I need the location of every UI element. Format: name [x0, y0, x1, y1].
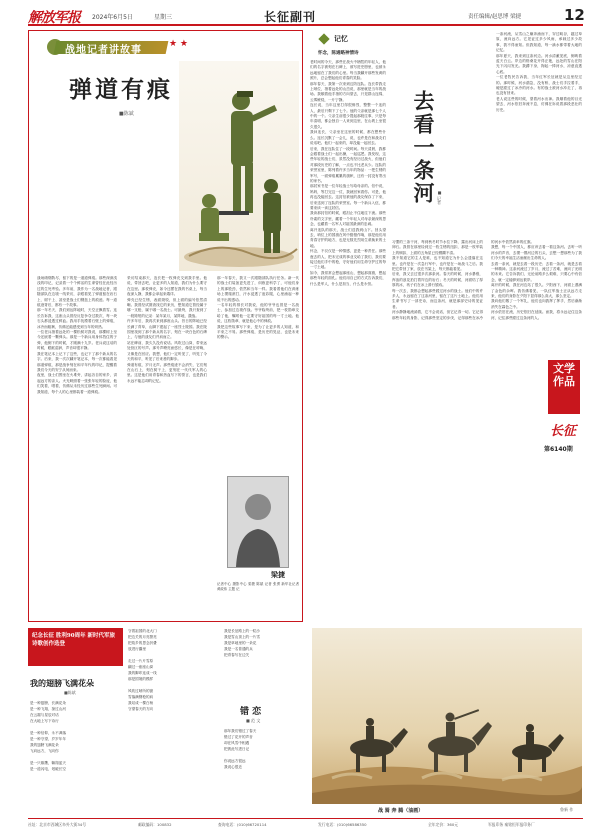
bottom-left-author: ■陈斌: [64, 690, 76, 695]
wenxue-label-text: 文学作品: [553, 362, 575, 388]
jizhe-subtitle: 怀念，陈通略神情诗: [318, 51, 359, 56]
newspaper-logo: 解放军报: [28, 10, 80, 26]
footer-phone-1: 查询电话：(010)66720114: [218, 822, 267, 827]
feature-illustration: [179, 61, 299, 271]
poem-author: ■ 记者: [437, 190, 442, 205]
poem-title: [406, 90, 436, 205]
portrait-name: 梁捷: [271, 570, 285, 579]
footer-address: 社址：北京市西城区阜外大街34号: [28, 822, 86, 827]
issue-weekday: 星期三: [154, 14, 173, 21]
bottom-left-poem: 是一种翅膀，长满花朵 是一种飞翔，掠过山河 在云端与星辰对话 在大地上写下诗行 是一种信仰，永不凋落 是一种守望，岁岁年年 我的翅膀飞满花朵 飞向远方，飞向你 是一只雄鹰，翱翔蓝天 是一道闪电，划破长空: [30, 701, 66, 771]
feature-title: 弹道有痕: [69, 76, 173, 103]
jizhe-body: 老时间的今天，那些在战火中牺牲的年轻人，他们的名字被刻在石碑上，被写进史册里，也被永远地留在了我们的心里。每当我翻开那些发黄的照片，总会想起他们青春的笑脸。 那年春天，我第一次来到边防连队。连长带我走上哨位，指着远处的山峦说，那里就是当年的战场。我顺着他手指的方向望去，只见群山连绵，云雾缭绕，一片宁静。 连长说，当年这里打得很惨烈，整整一个连的人，最后只剩下了七个。他的父亲就是那七个人中的一个。父亲生前很少提起那段往事，只是每年清明，都会独自一人来到这里，在山坡上坐很久很久。 我问连长，父亲坐在这里的时候，都在想些什么。连长沉默了一会儿，说，也许是在和战友们说话吧。他们一起来的，却没能一起回去。 后来，我在连队住了一段时间。每天清晨，我都会跟着战士们一起出操，一起巡逻。我发现，这些年轻的战士们，虽然没有经历过战火，但他们对那段历史的了解，一点也不比老兵少。连队的荣誉室里，陈列着许多当年的物品：一把生锈的军号，一面弹痕累累的旗帜，还有一封没有寄出的家书。 那封家书是一位年轻战士写给母亲的。信中说，妈妈，等打完这一仗，我就回家看你。可是，他再也没能回去。这封信被他的战友保存了下来，后来送到了连队的荣誉室。每一个新兵入伍，都要来读一读这封信。 我读那封信的时候，眼泪止不住地往下流。那些朴素的文字里，藏着一个年轻人对母亲最深的思念，也藏着一名军人对祖国最深的忠诚。 离开连队的那天，战士们送我到山下。回头望去，哨位上的国旗在风中猎猎作响，那是他们用青春守护的地方，也是无数先烈用生命换来的土地。 怀念，不仅仅是一种情感，更是一种责任。那些逝去的人，把未完成的事业交给了我们，我们要接过他们手中的枪，守好他们用生命守护过的每一寸土地。 如今，我常常会想起那座山，想起那面旗，想起那些年轻的面孔。他们用自己的方式告诉我们，什么是军人，什么是担当，什么是永恒。: [310, 60, 386, 286]
bottom-poem-col-3: 我是长征路上的一粒沙 我是雪山顶上的一片雪 我是草地里的一朵花 我是一名普通的兵 把青春写在边关: [224, 629, 260, 657]
feature-banner-text: 战地记者讲故事: [65, 45, 142, 56]
bottom-mid-poem: 那年我们错过了春天 错过了花开的声音 却在风雪中相遇 把彼此写进日记 你说远方很远 我说心很近: [224, 729, 257, 769]
feature-body: [37, 276, 299, 616]
footer-price: 全年定价：360元: [428, 822, 459, 827]
wenxue-issue: 第6140期: [544, 446, 573, 453]
section-title: 长征副刊: [264, 10, 317, 24]
page-number: 12: [564, 6, 585, 24]
footer-printer: 军报印务 秦铭恒军报印务厂: [488, 822, 535, 827]
issue-date: 2024年6月5日: [92, 14, 133, 21]
feature-author: ■陈斌: [119, 111, 134, 117]
masthead: [28, 6, 583, 26]
painting: [312, 628, 582, 804]
bottom-mid-title: 错 恋: [240, 707, 262, 717]
footer-phone-2: 发行电话：(010)66586350: [318, 822, 367, 827]
bottom-banner: [28, 628, 123, 666]
jizhe-banner: [320, 34, 380, 46]
feature-col-3: 那一年春天，我又一次跟随部队执行任务。新一代的战士们装备更先进了，训练更科学了，可他们身上的那股劲，依然和当年一样。我看着他们在训练场上摸爬滚打，汗水浸透了迷彩服，心里涌起一种说不出的感动。 一名年轻的排长对我说，他的爷爷也曾是一名战士，参加过边境作战。爷爷临终前，把一枚勋章交给了他，嘱咐他一定要守好祖国的每一寸土地。他说，这枚勋章，就是他心中的弹痕。 我把这些故事写下来，是为了让更多的人知道，和平来之不易。那些弹痕，是历史的见证，也是未来的警示。: [217, 276, 299, 340]
jizhe-banner-text: 记忆: [334, 34, 348, 43]
footer: [28, 818, 583, 830]
bottom-poem-col-2: 守着祖国的北大门 把边关的月亮擦亮 把故乡的思念折叠 放进行囊里 走过一片片雪原 翻过一座座山岗 我的脚印连成一线 那是国境的模样 风吹过哨所的窗 雪落满钢枪的肩 我站成一棵白杨 守望春天的方向: [128, 629, 157, 711]
bottom-mid-author: ■ 范 文: [246, 718, 261, 723]
feature-article: [28, 30, 303, 622]
jizhe-column: [308, 30, 388, 620]
poem-body-top: 一条河流，从雪山之巅奔涌而下，穿过峡谷，越过草原，流向远方。它见证过多少风雨，承载过多少故事，我不得而知。但我知道，每一滴水都带着大地的记忆。 那年夏天，我来到这条河边。河水清澈见底，倒映着蓝天白云。岸边的格桑花开得正艳，远处的雪山在阳光下闪闪发光。我蹲下身，掬起一捧河水，凉意直透心底。 一位老牧民告诉我，当年红军长征就是从这里经过的。那时候，河水湍急，没有桥，战士们手拉着手，硬是蹚过了冰冷的河水。有的战士被河水冲走了，再也没有回来。 老人说这些的时候，望着河水出神。我顺着他的目光望去，河水依旧奔流不息，仿佛在诉说着那段悲壮的历史。: [496, 32, 582, 112]
wenxue-sign: 长征: [550, 424, 577, 439]
bottom-poems: [28, 628, 308, 808]
poem-body-bottom: 习惯的三条干河，每到秋冬时节水位下降，露出河床上的卵石。我曾在那里捡到过一枚生锈的纽扣，那是一枚军装上的铜扣，上面的五角星已经模糊不清。 我不知道它的主人是谁，也不知道它为什么会遗落在这里。也许是在一次急行军中，也许是在一场战斗之后。我把它带回了家，放在书架上，每天都能看见。 后来，我又去过很多次那条河。春天的时候，河水暴涨，浑浊的浪花拍打着岸边的岩石；冬天的时候，河面结了厚厚的冰，孩子们在冰上滑行嬉戏。 每一次去，我都会想起那些蹚过河水的战士。他们中的许多人，永远留在了这条河里，留在了这片土地上。他们用生命书写了一部史诗，而这条河，就是那部史诗的见证者。 河水静静地流淌着，它不会说话，但它记得一切。它记得那些年轻的身影，记得那些坚定的步伐，记得那些在冰冷的河水中依然高举的红旗。 我想，每一个中国人，都应该去看一看这条河。去听一听河水的声音，去摸一摸河边的石头，去想一想那些为了我们今天的幸福生活而献出生命的人。 去看一条河，就是去看一段历史；去看一条河，就是去看一种精神。这条河流过了岁月，流过了苦难，流向了光明的未来。它告诉我们，无论前路多么艰难，只要心中有信念，就一定能够到达彼岸。 离开的时候，我在河边站了很久。夕阳西下，河面上洒满了金色的余晖。我仿佛看见，一队红军战士正从远方走来，他们的身影在夕阳下显得那么高大，那么坚定。 我向他们敬了一个军礼，他们也向我挥了挥手，然后渐渐消失在暮色之中。 河水依旧在流，历史依旧在延续。而我，将永远记住这条河，记住那些蹚过这条河的人。: [392, 240, 582, 320]
portrait-caption: 记者中心 摄影中心 梁捷 陈斌 记者 张勇 新华社记者 黄政伟 主题 记: [217, 582, 299, 591]
editor-credits: 责任编辑/赵思博 梁捷: [468, 14, 522, 20]
author-portrait: [227, 476, 289, 568]
painting-caption: 战 骑 奔 腾（油画）: [378, 808, 424, 814]
painting-credit: 鲁新 作: [560, 807, 574, 812]
poem-title-text: 去看一条河: [411, 90, 436, 205]
footer-postcode: 邮政编码：100832: [138, 822, 172, 827]
feature-banner: [47, 37, 167, 57]
feature-col-2: 采访结束那天，连长把一枚弹壳交到我手里。他说，带回去吧，让更多的人知道，我们为什么要守在这里。那枚弹壳，如今还摆在我的书桌上，每当夜深人静，我都会拿起来端详。 弹壳已经生锈，表面斑驳，但上面的编号依然清晰。我曾经试图查找它的来历，想知道它曾经属于哪一支枪，属于哪一名战士。可最终，我只查到了一段简短的记录：某年某月，某阵地，激战。 许多年后，我再次来到那座山头。昔日的阵地已经长满了青草，山脚下建起了一座烈士陵园。我在陵园里找到了那个新兵的名字，刻在一块白色的石碑上，与他的战友们并肩而立。 站在碑前，我久久没有说话。风吹过山岗，带来远处营区的号声。那号声嘹亮而悠长，像是在呼唤，又像是在回应。我想，他们一定听见了，听见了今天的和平，听见了后来者的脚步。 弹道有痕，岁月无声。那些痕迹不会消失，它们刻在山石上，刻在树干上，更刻在一代代军人的心里。这是他们用青春和热血写下的誓言，也是我们永远不能忘却的记忆。: [127, 276, 207, 383]
poem-section: [392, 30, 582, 620]
star-decor: ★ ★: [169, 39, 188, 49]
wenxue-label: [548, 360, 580, 414]
feature-col-1: 战场硝烟散尽，留下的是一道道弹痕。那些深深浅浅的印记，记录着一个个鲜活的生命曾经在此经历过的生死考验。多年前，我作为一名战地记者，跟随部队在边境一线采访，亲眼看见了弹道留在岩石上、树干上、甚至是战士们钢盔上的痕迹。每一道痕迹背后，都有一个故事。 那一年冬天，我们到达阵地时，天空正飘着雪。连长告诉我，这座山头曾经反复争夺过数次，每一块石头都浸透过鲜血。我用手抚摸着石壁上的弹痕，冰冷而粗粝，仿佛还能感受到当年的炽热。 一位老兵指着远处的一棵松树对我说，那棵树上至今还嵌着一颗弹头。那是一个新兵用身体挡住的子弹，他倒下的时候，才刚满十九岁。老兵说这话的时候，眼眶湿润，声音却很平静。 我在笔记本上记下了这些，也记下了那个新兵的名字。后来，我一次次翻开笔记本，每一次都能看见那道弹痕，那是战争刻在和平年代的印记，提醒着我们今天的安宁从何而来。 夜里，战士们围坐在火堆旁，讲起各自的家乡，讲起远方的亲人。火光映照着一张张年轻的脸庞，他们笑着，唱着，仿佛从未经历过那些生死瞬间。可我知道，每个人的心里都装着一道弹痕。: [37, 276, 117, 394]
bottom-left-title: 我的翅膀飞满花朵: [30, 678, 94, 688]
bottom-banner-text: 纪念长征 胜利90周年 新时代军旅诗歌创作选登: [32, 633, 115, 647]
